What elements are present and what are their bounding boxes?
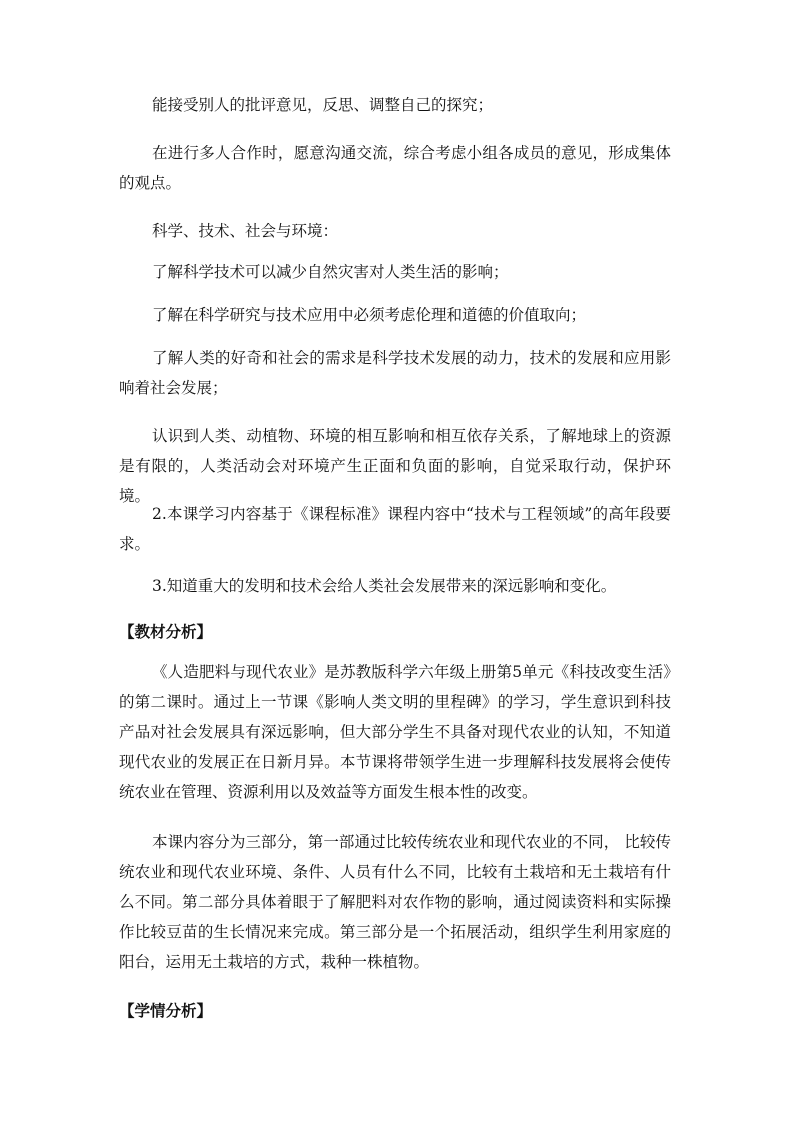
paragraph-inventions: 3.知道重大的发明和技术会给人类社会发展带来的深远影响和变化。 <box>152 577 617 595</box>
paragraph-environment: 认识到人类、动植物、环境的相互影响和相互依存关系，了解地球上的资源是有限的，人类活动会对环境产生正面和负面的影响，自觉采取行动，保护环境。 <box>119 427 671 505</box>
paragraph-textbook-intro: 《人造肥料与现代农业》是苏教版科学六年级上册第5单元《科技改变生活》的第二课时。通过上一节课《影响人类文明的里程碑》的学习，学生意识到科技产品对社会发展具有深远影响，但大部分学生不具备对现代农业的认知，不知道现代农业的发展正在日新月异。本节课将带领学生进一步理解科技发展将会使传统农业在管理、资源利用以及效益等方面发生根本性的改变。 <box>119 663 671 801</box>
paragraph-accept-criticism: 能接受别人的批评意见，反思、调整自己的探究； <box>152 96 494 114</box>
paragraph-sts-heading: 科学、技术、社会与环境： <box>152 222 339 240</box>
heading-textbook-analysis: 【教材分析】 <box>119 622 213 641</box>
paragraph-cooperation: 在进行多人合作时，愿意沟通交流，综合考虑小组各成员的意见，形成集体的观点。 <box>119 144 671 192</box>
paragraph-textbook-content: 本课内容分为三部分，第一部通过比较传统农业和现代农业的不同， 比较传统农业和现代农业环境、条件、人员有什么不同，比较有土栽培和无土栽培有什么不同。第二部分具体着眼于了解肥料对农作物的影响，通过阅读资料和实际操作比较豆苗的生长情况来完成。第三部分是一个拓展活动，组织学生利用家庭的阳台，运用无土栽培的方式，栽种一株植物。 <box>119 833 671 971</box>
paragraph-ethics: 了解在科学研究与技术应用中必须考虑伦理和道德的价值取向； <box>152 306 587 324</box>
paragraph-curiosity: 了解人类的好奇和社会的需求是科学技术发展的动力，技术的发展和应用影响着社会发展； <box>119 349 671 397</box>
heading-student-analysis: 【学情分析】 <box>119 1001 213 1020</box>
paragraph-curriculum: 2.本课学习内容基于《课程标准》课程内容中“技术与工程领域”的高年段要求。 <box>119 505 671 553</box>
paragraph-disaster: 了解科学技术可以减少自然灾害对人类生活的影响； <box>152 263 509 281</box>
